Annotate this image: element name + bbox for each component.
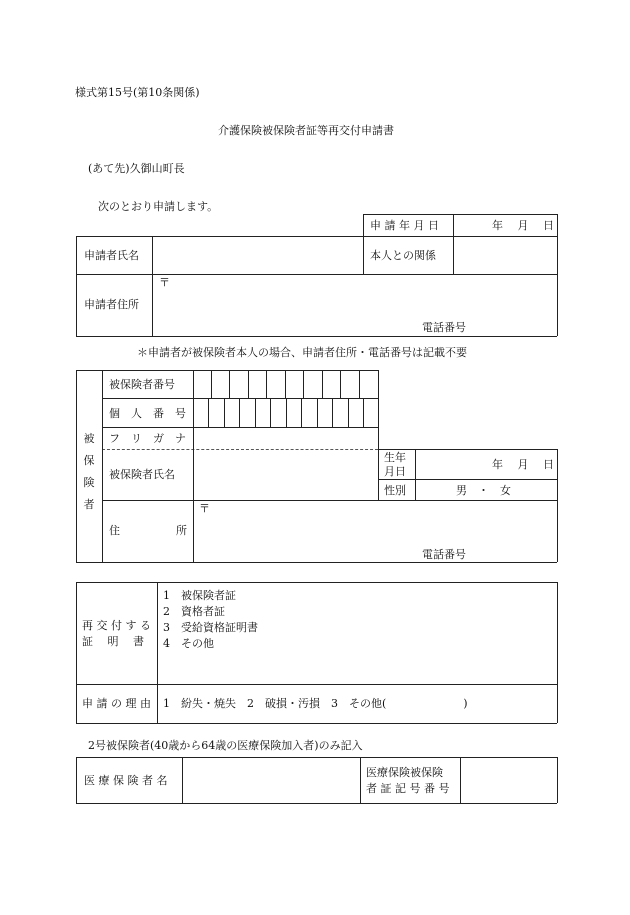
application-date-field[interactable]: 年 月 日 [492, 219, 554, 232]
insurer-name-label: 医 療 保 険 者 名 [84, 774, 168, 787]
insured-name-field[interactable] [194, 450, 377, 499]
second-insured-note: 2号被保険者(40歳から64歳の医療保険加入者)のみ記入 [88, 739, 363, 752]
sex-option-field[interactable]: 男 ・ 女 [456, 484, 511, 497]
page-title: 介護保険被保険者証等再交付申請書 [218, 124, 394, 137]
birth-label-2: 月日 [384, 465, 406, 478]
insured-phone-label: 電話番号 [422, 548, 466, 561]
applicant-phone-label: 電話番号 [422, 321, 466, 334]
insurance-symbol-label-2: 者 証 記 号 番 号 [366, 782, 450, 795]
sex-label: 性別 [384, 484, 406, 497]
insured-number-label: 被保険者番号 [109, 378, 175, 391]
insurance-symbol-label-1: 医療保険被保険 [366, 766, 443, 779]
insured-name-label: 被保険者氏名 [109, 468, 175, 481]
my-number-field[interactable] [194, 399, 377, 426]
insured-number-field[interactable] [194, 371, 377, 397]
reason-options[interactable]: 1 紛失・焼失 2 破損・汚損 3 その他( ) [163, 697, 468, 710]
reissue-option-1[interactable]: 1 被保険者証 [163, 589, 236, 602]
insured-side-label: 被 保 険 者 [83, 432, 95, 511]
relation-label: 本人との関係 [370, 249, 436, 262]
insurer-name-field[interactable] [184, 759, 359, 802]
my-number-label: 個 人 番 号 [109, 407, 186, 420]
form-number: 様式第15号(第10条関係) [75, 86, 200, 99]
insured-address-label-1: 住 [109, 524, 120, 537]
reason-label: 申 請 の 理 由 [82, 697, 151, 710]
reissue-option-3[interactable]: 3 受給資格証明書 [163, 621, 258, 634]
applicant-name-label: 申請者氏名 [84, 249, 139, 262]
reissue-label-1: 再 交 付 す る [82, 619, 151, 632]
reissue-label-2: 証 明 書 [82, 635, 144, 648]
birth-label-1: 生年 [384, 451, 406, 464]
furigana-field[interactable] [194, 428, 377, 448]
applicant-address-label: 申請者住所 [84, 298, 139, 311]
insurance-symbol-field[interactable] [462, 759, 556, 802]
reissue-option-4[interactable]: 4 その他 [163, 637, 214, 650]
furigana-label: フ リ ガ ナ [109, 432, 186, 445]
applicant-address-field[interactable] [154, 276, 556, 334]
reissue-option-2[interactable]: 2 資格者証 [163, 605, 225, 618]
application-date-label: 申 請 年 月 日 [370, 219, 439, 232]
relation-field[interactable] [455, 238, 555, 273]
applicant-name-field[interactable] [154, 238, 362, 273]
insured-postal-mark: 〒 [199, 502, 210, 515]
insured-address-field[interactable] [194, 502, 556, 561]
intro-text: 次のとおり申請します。 [98, 200, 219, 213]
addressee: (あて先)久御山町長 [88, 162, 185, 175]
birth-date-field[interactable]: 年 月 日 [492, 458, 554, 471]
applicant-note: ＊申請者が被保険者本人の場合、申請者住所・電話番号は記載不要 [137, 346, 467, 359]
insured-address-label-2: 所 [176, 524, 187, 537]
applicant-postal-mark: 〒 [159, 276, 170, 289]
